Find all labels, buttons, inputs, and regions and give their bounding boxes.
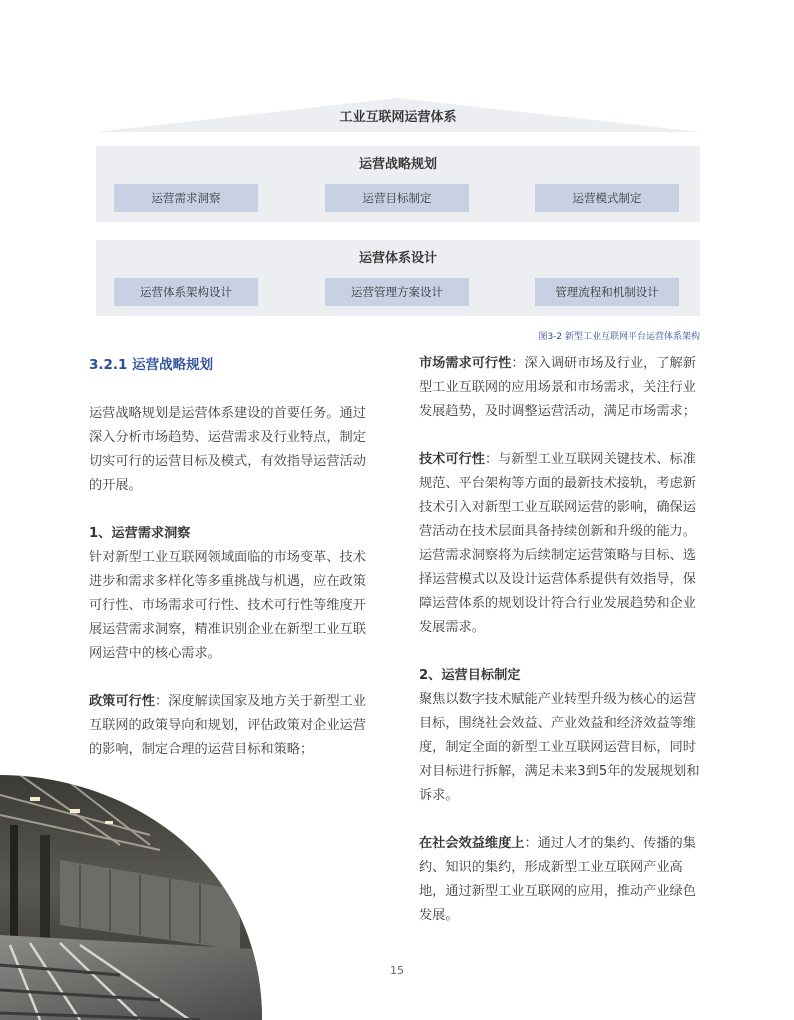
term-body: ：深入调研市场及行业，了解新型工业互联网的应用场景和市场需求，关注行业发展趋势，及时调整运营活动，满足市场需求；	[419, 356, 696, 419]
term-label: 在社会效益维度上	[419, 836, 525, 851]
layer-box: 运营目标制定	[325, 184, 469, 212]
layer-box: 运营需求洞察	[114, 184, 258, 212]
factory-photo	[0, 775, 270, 1020]
left-column	[89, 352, 375, 762]
page-number: 15	[390, 964, 404, 977]
term-body: ：深度解读国家及地方关于新型工业互联网的政策导向和规划，评估政策对企业运营的影响，制定合理的运营目标和策略；	[89, 694, 366, 757]
diagram-layer-design	[96, 240, 700, 316]
layer-title: 运营体系设计	[358, 251, 437, 266]
paragraph: 聚焦以数字技术赋能产业转型升级为核心的运营目标，围绕社会效益、产业效益和经济效益等维度，制定全面的新型工业互联网运营目标，同时对目标进行拆解，满足未来3到5年的发展规划和诉求。	[419, 692, 700, 803]
figure-caption: 图3-2 新型工业互联网平台运营体系架构	[538, 332, 700, 342]
subsection-title: 2、运营目标制定	[419, 668, 521, 683]
paragraph: 运营需求洞察将为后续制定运营策略与目标、选择运营模式以及设计运营体系提供有效指导，保障运营体系的规划设计符合行业发展趋势和企业发展需求。	[419, 548, 696, 635]
diagram-title: 工业互联网运营体系	[339, 110, 457, 125]
layer-box: 运营管理方案设计	[325, 278, 469, 306]
term-body: ：通过人才的集约、传播的集约、知识的集约，形成新型工业互联网产业高地，通过新型工业互联网的应用，推动产业绿色发展。	[419, 836, 696, 923]
layer-title: 运营战略规划	[358, 157, 437, 172]
paragraph	[419, 352, 705, 424]
term-label: 技术可行性	[419, 452, 485, 467]
term-label: 政策可行性	[89, 694, 155, 709]
right-column	[419, 352, 705, 928]
section-title: 3.2.1 运营战略规划	[89, 357, 214, 373]
paragraph	[419, 832, 705, 928]
subsection-title: 1、运营需求洞察	[89, 526, 191, 541]
term-label: 市场需求可行性	[419, 356, 512, 371]
paragraph	[89, 690, 375, 762]
layer-box: 运营模式制定	[535, 184, 679, 212]
layer-box: 管理流程和机制设计	[535, 278, 679, 306]
intro-paragraph: 运营战略规划是运营体系建设的首要任务。通过深入分析市场趋势、运营需求及行业特点，制定切实可行的运营目标及模式，有效指导运营活动的开展。	[89, 406, 366, 493]
term-body: ：与新型工业互联网关键技术、标准规范、平台架构等方面的最新技术接轨，考虑新技术引入对新型工业互联网运营的影响，确保运营活动在技术层面具备持续创新和升级的能力。	[419, 452, 696, 539]
diagram-layer-strategy	[96, 146, 700, 222]
layer-box: 运营体系架构设计	[114, 278, 258, 306]
paragraph	[419, 448, 705, 544]
paragraph: 针对新型工业互联网领域面临的市场变革、技术进步和需求多样化等多重挑战与机遇，应在政策可行性、市场需求可行性、技术可行性等维度开展运营需求洞察，精准识别企业在新型工业互联网运营中的核心需求。	[89, 550, 366, 661]
